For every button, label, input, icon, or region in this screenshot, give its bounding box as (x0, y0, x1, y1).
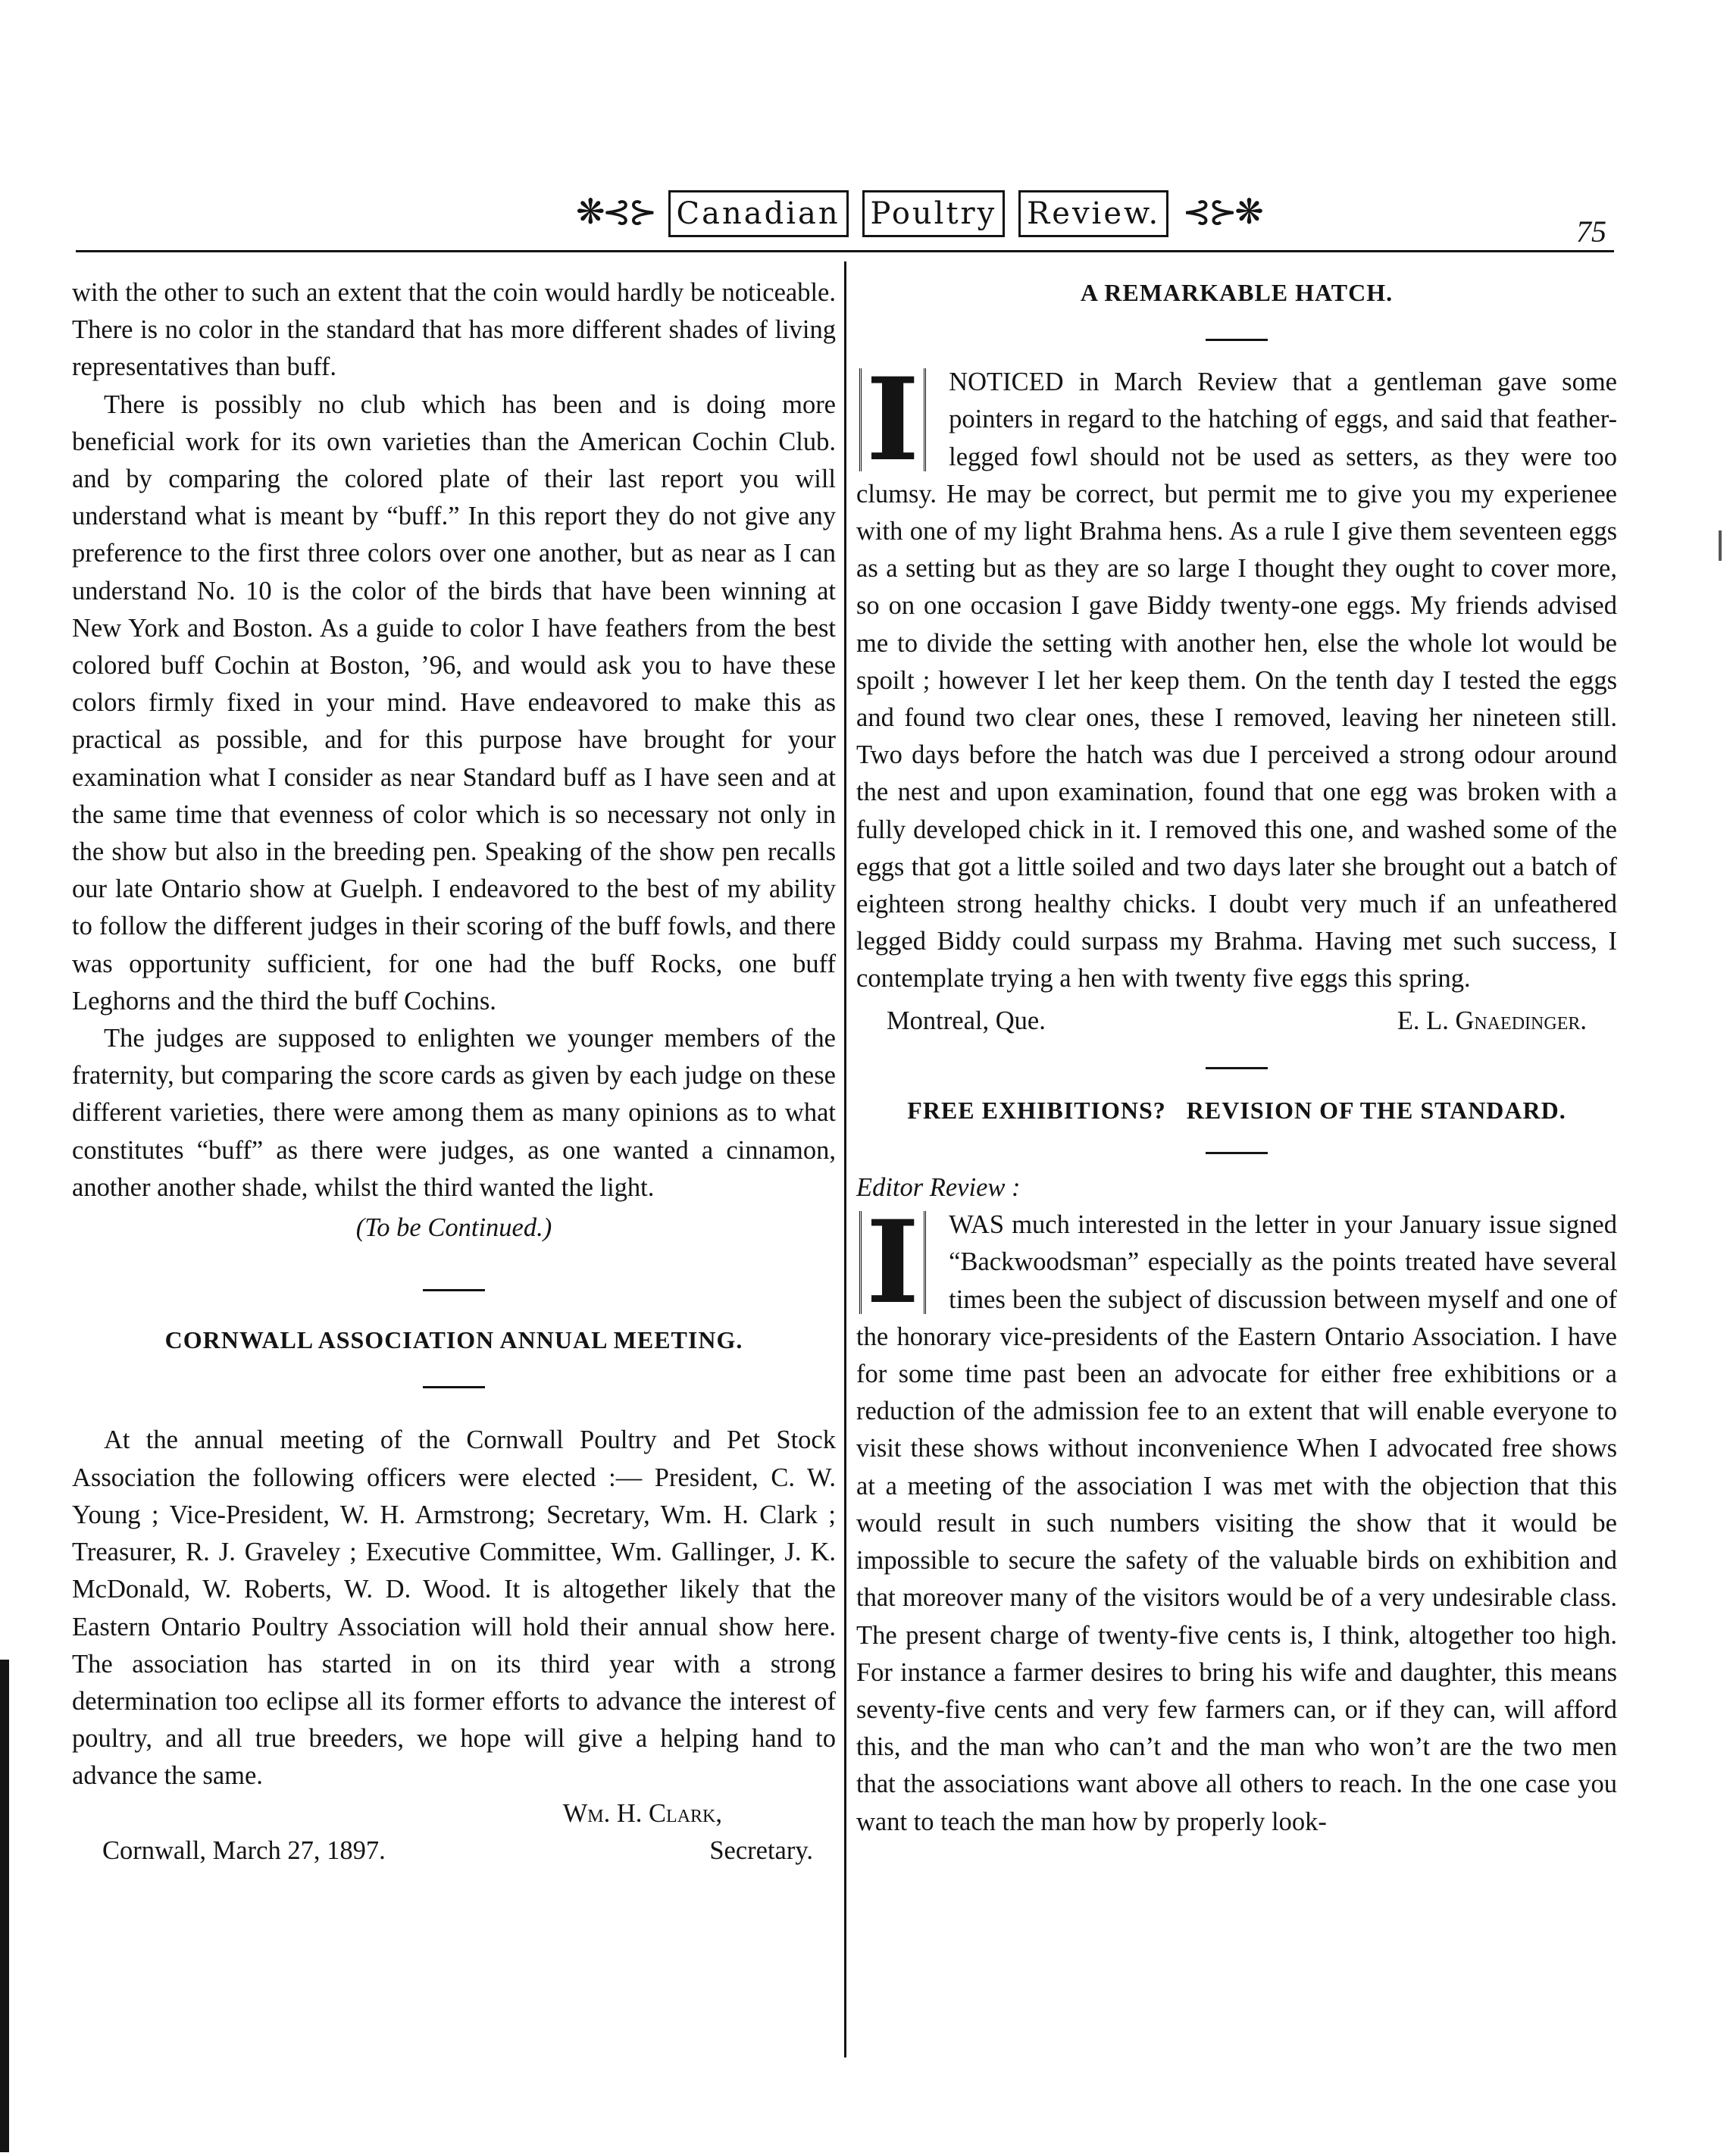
masthead-ornament-right: ⊰⊱❋ (1182, 191, 1261, 232)
to-be-continued-note: (To be Continued.) (355, 1213, 552, 1243)
hatch-lead-word: NOTICED (949, 368, 1064, 397)
right-column (856, 274, 1617, 1841)
cornwall-signature-name: Wm. H. Clark, (562, 1798, 722, 1828)
hatch-article-text: in March Review that a gentleman gave some pointers in regard to the hatching of eggs, and said that feather-legged fowl should not be used as setters, as they were too clumsy. He may be correct, but permit me to give you my experienee with one of my light Brahma hens. As a rule I give them seventeen eggs as a setting but as they are so large I thought they ought to cover more, so on one occasion I gave Biddy twenty-one eggs. My friends advised me to divide the setting with another hen, else the whole lot would be spoilt ; however I let her keep them. On the tenth day I tested the eggs and found two clear ones, these I removed, leaving her nineteen still. Two days before the hatch was due I perceived a strong odour around the nest and upon examination, found that one egg was broken with a fully developed chick in it. I removed this one, and washed some of the eggs that got a little soiled and two days later she brought out a batch of eighteen strong healthy chicks. I doubt very much if an unfeathered legged Biddy could surpass my Brahma. Having met such success, I contemplate trying a hen with twenty five eggs this spring. (856, 368, 1617, 994)
buff-article-paragraph-2: There is possibly no club which has been and is doing more beneficial work for its own varieties than the American Cochin Club. and by comparing the colored plate of their last report you will understand what is meant by “buff.” In this report they do not give any preference to the first three colors over one another, but as near as I can understand No. 10 is the color of the birds that have been winning at New York and Boston. As a guide to color I have feathers from the best colored buff Cochin at Boston, ’96, and would ask you to have these colors firmly fixed in your mind. Have endeavored to make this as practical as possible, and for this purpose have brought for your examination what I consider as near Standard buff as I have seen and at the same time that evenness of color which is so necessary not only in the show but also in the breeding pen. Speaking of the show pen recalls our late Ontario show at Guelph. I endeavored to the best of my ability to follow the different judges in their scoring of the buff fowls, and there was opportunity sufficient, for one had the buff Rocks, one buff Leghorns and the third the buff Cochins. (72, 390, 836, 1015)
page-number: 75 (1576, 214, 1606, 249)
masthead-title-canadian: Canadian (668, 190, 849, 237)
masthead-ornament-left: ❋⊰⊱ (576, 191, 655, 232)
exhibitions-article-heading: FREE EXHIBITIONS? REVISION OF THE STANDARD. (907, 1096, 1566, 1124)
masthead (576, 180, 1261, 241)
buff-article-paragraph-1: with the other to such an extent that the coin would hardly be noticeable. There is no color in the standard that has more different shades of living representatives than buff. (72, 278, 836, 382)
exhibitions-article-body (856, 1196, 1617, 1840)
editor-salutation: Editor Review : (856, 1173, 1021, 1203)
exhibitions-article-text: WAS much interested in the letter in your January issue signed “Backwoodsman” especially as the points treated have several times been the subject of discussion between myself and one of the honorary vice-presidents of the Eastern Ontario Association. I have for some time past been an advocate for either free exhibitions or a reduction of the admission fee to an extent that will enable everyone to visit these shows without inconvenience When I advocated free shows at a meeting of the association I was met with the objection that this would result in such numbers visiting the show that it would be impossible to secure the safety of the valuable birds on exhibition and that moreover many of the visitors would be of a very undesirable class. The present charge of twenty-five cents is, I think, altogether too high. For instance a farmer desires to bring his wife and daughter, this means seventy-five cents and very few farmers can, or if they can, will afford this, and the man who can’t and the man who won’t are the two men that the associations want above all others to reach. In the one case you want to teach the man how by properly look- (856, 1210, 1617, 1836)
hatch-place: Montreal, Que. (887, 1006, 1046, 1035)
buff-article-paragraph-3: The judges are supposed to enlighten we younger members of the fraternity, but comparing the score cards as given by each judge on these different varieties, there were among them as many opinions as to what constitutes “buff” as there were judges, as one wanted a cinnamon, another another shade, whilst the third wanted the light. (72, 1024, 836, 1202)
scan-edge-shadow (0, 1660, 9, 2152)
header-rule (76, 250, 1614, 252)
exhibitions-dropcap: I (859, 1211, 926, 1314)
left-column (72, 274, 836, 1870)
column-divider (844, 261, 846, 2057)
hatch-article-body (856, 353, 1617, 997)
masthead-title-review: Review. (1018, 190, 1168, 237)
cornwall-signature-title: Secretary. (709, 1835, 813, 1865)
scan-edge-speck (1719, 530, 1722, 561)
cornwall-place-date: Cornwall, March 27, 1897. (102, 1835, 386, 1865)
cornwall-signature-row (72, 1832, 836, 1870)
hatch-dropcap: I (859, 368, 926, 471)
hatch-signature-row (856, 998, 1617, 1040)
cornwall-article-body: At the annual meeting of the Cornwall Poultry and Pet Stock Association the following officers were elected :— President, C. W. Young ; Vice-President, W. H. Armstrong; Secretary, Wm. H. Clark ; Treasurer, R. J. Graveley ; Executive Committee, Wm. Gallinger, J. K. McDonald, W. Roberts, W. D. Wood. It is altogether likely that the Eastern Ontario Poultry Association will hold their annual show here. The association has started in on its third year with a strong determination too eclipse all its former efforts to advance the interest of poultry, and all true breeders, we hope will give a helping hand to advance the same. (72, 1425, 836, 1791)
hatch-author: E. L. Gnaedinger. (1397, 1006, 1587, 1035)
masthead-title-poultry: Poultry (862, 190, 1006, 237)
cornwall-article-heading: CORNWALL ASSOCIATION ANNUAL MEETING. (164, 1326, 743, 1354)
hatch-article-heading: A REMARKABLE HATCH. (1080, 279, 1394, 306)
